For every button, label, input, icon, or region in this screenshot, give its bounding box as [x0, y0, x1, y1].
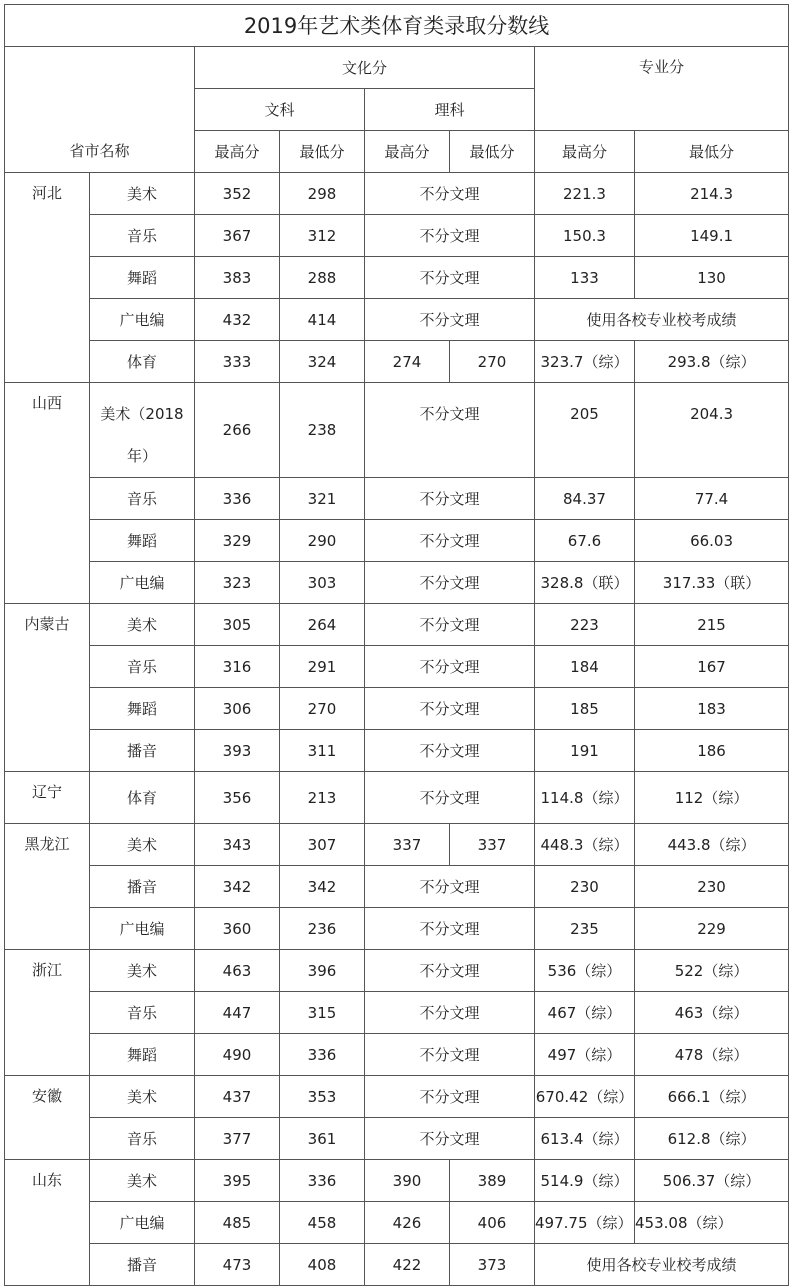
category-cell: 美术: [90, 1160, 195, 1202]
liberal-min-cell: 342: [280, 866, 365, 908]
liberal-max-cell: 490: [195, 1034, 280, 1076]
header-professional: 专业分: [535, 47, 789, 131]
pro-max-cell: 84.37: [535, 478, 635, 520]
no-split-cell: 不分文理: [365, 257, 535, 299]
no-split-cell: 不分文理: [365, 772, 535, 824]
table-row: [5, 383, 789, 478]
no-split-cell: 不分文理: [365, 992, 535, 1034]
liberal-min-cell: 396: [280, 950, 365, 992]
pro-min-cell: 453.08（综）: [635, 1202, 789, 1244]
pro-max-cell: 185: [535, 688, 635, 730]
pro-min-cell: 478（综）: [635, 1034, 789, 1076]
pro-min-cell: 666.1（综）: [635, 1076, 789, 1118]
no-split-cell: 不分文理: [365, 1118, 535, 1160]
pro-min-cell: 149.1: [635, 215, 789, 257]
science-min-cell: 270: [450, 341, 535, 383]
science-max-cell: 274: [365, 341, 450, 383]
table-row: [5, 992, 789, 1034]
pro-max-cell: 323.7（综）: [535, 341, 635, 383]
category-cell: 美术: [90, 824, 195, 866]
liberal-min-cell: 458: [280, 1202, 365, 1244]
table-row: [5, 562, 789, 604]
category-cell: 舞蹈: [90, 688, 195, 730]
liberal-min-cell: 236: [280, 908, 365, 950]
liberal-min-cell: 321: [280, 478, 365, 520]
header-science-max: 最高分: [365, 131, 450, 173]
no-split-cell: 不分文理: [365, 604, 535, 646]
pro-max-cell: 114.8（综）: [535, 772, 635, 824]
pro-min-cell: 317.33（联）: [635, 562, 789, 604]
pro-max-cell: 514.9（综）: [535, 1160, 635, 1202]
liberal-min-cell: 288: [280, 257, 365, 299]
table-row: [5, 866, 789, 908]
province-name: 辽宁: [5, 772, 90, 824]
category-cell: 舞蹈: [90, 257, 195, 299]
pro-min-cell: 463（综）: [635, 992, 789, 1034]
pro-max-cell: 448.3（综）: [535, 824, 635, 866]
pro-max-cell: 328.8（联）: [535, 562, 635, 604]
header-liberal-max: 最高分: [195, 131, 280, 173]
pro-min-cell: 215: [635, 604, 789, 646]
liberal-max-cell: 352: [195, 173, 280, 215]
pro-max-cell: 670.42（综）: [535, 1076, 635, 1118]
liberal-min-cell: 312: [280, 215, 365, 257]
liberal-min-cell: 324: [280, 341, 365, 383]
liberal-max-cell: 305: [195, 604, 280, 646]
no-split-cell: 不分文理: [365, 173, 535, 215]
liberal-min-cell: 291: [280, 646, 365, 688]
table-row: [5, 1244, 789, 1286]
pro-max-cell: 221.3: [535, 173, 635, 215]
table-row: [5, 604, 789, 646]
table-row: [5, 646, 789, 688]
category-cell: 播音: [90, 730, 195, 772]
science-min-cell: 406: [450, 1202, 535, 1244]
province-name: 安徽: [5, 1076, 90, 1160]
liberal-max-cell: 463: [195, 950, 280, 992]
header-liberal: 文科: [195, 89, 365, 131]
category-cell: 广电编: [90, 562, 195, 604]
no-split-cell: 不分文理: [365, 730, 535, 772]
liberal-max-cell: 485: [195, 1202, 280, 1244]
province-name: 浙江: [5, 950, 90, 1076]
no-split-cell: 不分文理: [365, 866, 535, 908]
liberal-min-cell: 298: [280, 173, 365, 215]
province-name: 山东: [5, 1160, 90, 1286]
pro-max-cell: 205: [535, 383, 635, 478]
table-row: [5, 299, 789, 341]
science-max-cell: 422: [365, 1244, 450, 1286]
liberal-min-cell: 315: [280, 992, 365, 1034]
pro-min-cell: 112（综）: [635, 772, 789, 824]
category-cell: 音乐: [90, 478, 195, 520]
no-split-cell: 不分文理: [365, 520, 535, 562]
liberal-min-cell: 414: [280, 299, 365, 341]
category-cell: 播音: [90, 866, 195, 908]
pro-min-cell: 229: [635, 908, 789, 950]
liberal-max-cell: 343: [195, 824, 280, 866]
category-cell: 播音: [90, 1244, 195, 1286]
category-cell: 美术: [90, 1076, 195, 1118]
no-split-cell: 不分文理: [365, 215, 535, 257]
liberal-min-cell: 264: [280, 604, 365, 646]
no-split-cell: 不分文理: [365, 299, 535, 341]
header-pro-min: 最低分: [635, 131, 789, 173]
liberal-max-cell: 329: [195, 520, 280, 562]
table-row: [5, 908, 789, 950]
liberal-min-cell: 408: [280, 1244, 365, 1286]
liberal-max-cell: 333: [195, 341, 280, 383]
pro-max-cell: 184: [535, 646, 635, 688]
no-split-cell: 不分文理: [365, 478, 535, 520]
table-row: [5, 950, 789, 992]
table-row: [5, 772, 789, 824]
pro-min-cell: 77.4: [635, 478, 789, 520]
no-split-cell: 不分文理: [365, 908, 535, 950]
liberal-min-cell: 303: [280, 562, 365, 604]
no-split-cell: 不分文理: [365, 1034, 535, 1076]
no-split-cell: 不分文理: [365, 688, 535, 730]
pro-max-cell: 235: [535, 908, 635, 950]
liberal-min-cell: 311: [280, 730, 365, 772]
pro-max-cell: 133: [535, 257, 635, 299]
use-school-cell: 使用各校专业校考成绩: [535, 299, 789, 341]
category-cell: 音乐: [90, 215, 195, 257]
category-cell: 广电编: [90, 908, 195, 950]
province-name: 黑龙江: [5, 824, 90, 950]
liberal-max-cell: 316: [195, 646, 280, 688]
liberal-max-cell: 432: [195, 299, 280, 341]
liberal-max-cell: 393: [195, 730, 280, 772]
table-title: 2019年艺术类体育类录取分数线: [5, 5, 789, 47]
liberal-max-cell: 266: [195, 383, 280, 478]
liberal-min-cell: 238: [280, 383, 365, 478]
table-row: [5, 1034, 789, 1076]
liberal-min-cell: 213: [280, 772, 365, 824]
liberal-min-cell: 361: [280, 1118, 365, 1160]
liberal-min-cell: 336: [280, 1160, 365, 1202]
science-min-cell: 337: [450, 824, 535, 866]
science-max-cell: 337: [365, 824, 450, 866]
no-split-cell: 不分文理: [365, 383, 535, 478]
category-cell: 舞蹈: [90, 1034, 195, 1076]
province-name: 山西: [5, 383, 90, 604]
table-row: [5, 478, 789, 520]
header-province: 省市名称: [5, 47, 195, 173]
pro-min-cell: 214.3: [635, 173, 789, 215]
liberal-max-cell: 306: [195, 688, 280, 730]
liberal-min-cell: 290: [280, 520, 365, 562]
category-cell: 美术（2018年）: [90, 383, 195, 478]
category-cell: 体育: [90, 341, 195, 383]
use-school-cell: 使用各校专业校考成绩: [535, 1244, 789, 1286]
no-split-cell: 不分文理: [365, 950, 535, 992]
category-cell: 美术: [90, 173, 195, 215]
pro-min-cell: 204.3: [635, 383, 789, 478]
header-science-min: 最低分: [450, 131, 535, 173]
category-cell: 舞蹈: [90, 520, 195, 562]
science-max-cell: 390: [365, 1160, 450, 1202]
province-name: 河北: [5, 173, 90, 383]
pro-min-cell: 130: [635, 257, 789, 299]
pro-min-cell: 522（综）: [635, 950, 789, 992]
table-row: [5, 257, 789, 299]
liberal-max-cell: 360: [195, 908, 280, 950]
pro-min-cell: 183: [635, 688, 789, 730]
pro-max-cell: 67.6: [535, 520, 635, 562]
no-split-cell: 不分文理: [365, 562, 535, 604]
category-cell: 广电编: [90, 299, 195, 341]
no-split-cell: 不分文理: [365, 1076, 535, 1118]
pro-max-cell: 467（综）: [535, 992, 635, 1034]
table-row: [5, 520, 789, 562]
pro-min-cell: 66.03: [635, 520, 789, 562]
table-row: [5, 1160, 789, 1202]
liberal-max-cell: 473: [195, 1244, 280, 1286]
liberal-max-cell: 437: [195, 1076, 280, 1118]
pro-max-cell: 497（综）: [535, 1034, 635, 1076]
category-cell: 音乐: [90, 646, 195, 688]
liberal-min-cell: 307: [280, 824, 365, 866]
table-row: [5, 341, 789, 383]
header-liberal-min: 最低分: [280, 131, 365, 173]
category-cell: 音乐: [90, 992, 195, 1034]
pro-min-cell: 293.8（综）: [635, 341, 789, 383]
table-row: [5, 730, 789, 772]
pro-max-cell: 613.4（综）: [535, 1118, 635, 1160]
table-row: [5, 1118, 789, 1160]
liberal-max-cell: 336: [195, 478, 280, 520]
category-cell: 音乐: [90, 1118, 195, 1160]
pro-min-cell: 506.37（综）: [635, 1160, 789, 1202]
header-pro-max: 最高分: [535, 131, 635, 173]
province-name: 内蒙古: [5, 604, 90, 772]
liberal-max-cell: 323: [195, 562, 280, 604]
table-row: [5, 1076, 789, 1118]
liberal-min-cell: 353: [280, 1076, 365, 1118]
header-science: 理科: [365, 89, 535, 131]
liberal-max-cell: 383: [195, 257, 280, 299]
liberal-max-cell: 447: [195, 992, 280, 1034]
pro-min-cell: 167: [635, 646, 789, 688]
category-cell: 美术: [90, 604, 195, 646]
pro-max-cell: 223: [535, 604, 635, 646]
liberal-max-cell: 377: [195, 1118, 280, 1160]
science-min-cell: 389: [450, 1160, 535, 1202]
category-cell: 体育: [90, 772, 195, 824]
liberal-max-cell: 367: [195, 215, 280, 257]
liberal-max-cell: 395: [195, 1160, 280, 1202]
pro-min-cell: 612.8（综）: [635, 1118, 789, 1160]
table-row: [5, 824, 789, 866]
no-split-cell: 不分文理: [365, 646, 535, 688]
table-row: [5, 173, 789, 215]
pro-max-cell: 191: [535, 730, 635, 772]
pro-min-cell: 186: [635, 730, 789, 772]
table-row: [5, 215, 789, 257]
pro-max-cell: 150.3: [535, 215, 635, 257]
pro-max-cell: 536（综）: [535, 950, 635, 992]
science-max-cell: 426: [365, 1202, 450, 1244]
category-cell: 广电编: [90, 1202, 195, 1244]
pro-max-cell: 497.75（综）: [535, 1202, 635, 1244]
science-min-cell: 373: [450, 1244, 535, 1286]
category-cell: 美术: [90, 950, 195, 992]
table-row: [5, 688, 789, 730]
pro-max-cell: 230: [535, 866, 635, 908]
liberal-min-cell: 270: [280, 688, 365, 730]
header-culture: 文化分: [195, 47, 535, 89]
pro-min-cell: 443.8（综）: [635, 824, 789, 866]
score-table: [4, 4, 789, 1286]
pro-min-cell: 230: [635, 866, 789, 908]
liberal-min-cell: 336: [280, 1034, 365, 1076]
liberal-max-cell: 342: [195, 866, 280, 908]
liberal-max-cell: 356: [195, 772, 280, 824]
table-row: [5, 1202, 789, 1244]
